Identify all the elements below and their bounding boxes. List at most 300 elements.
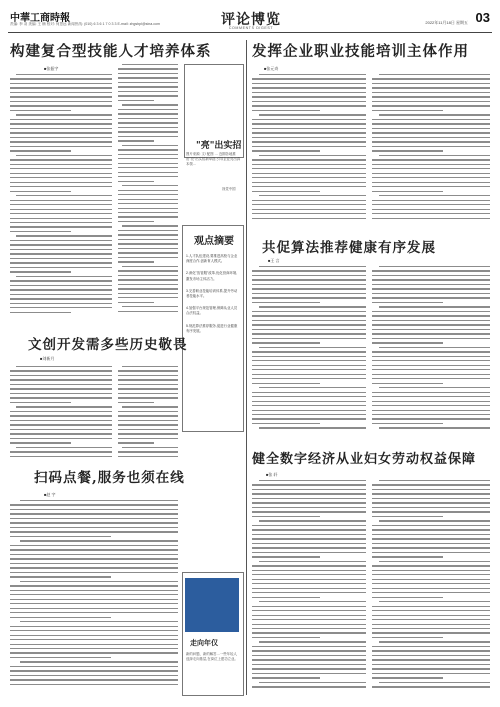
text-line [252,333,366,334]
article-body-skills [10,74,112,319]
text-line [118,302,154,303]
text-line [372,401,490,402]
text-line [259,114,366,115]
text-line [259,387,366,388]
masthead-meta: 责编: 李 羽 美编: 王 楠 校对: 何思远 新闻热线: (010) 6 3 6 1 7 0 3 3 E-mail: zhgsbpl@sina.com [10,22,161,26]
text-line [118,284,178,285]
text-line [10,253,112,254]
page-number: 03 [475,10,490,25]
text-line [118,275,178,276]
text-line [252,369,366,370]
text-line [379,347,490,348]
article-title-delivery: 扫码点餐,服务也须在线 [34,470,185,486]
text-line [118,140,154,141]
article-body-enterprise [252,74,366,226]
text-line [252,288,366,289]
article-body-enterprise-2 [372,74,490,226]
text-line [252,484,366,485]
text-line [252,529,366,530]
text-line [118,424,178,425]
viewpoints-title: 观点摘要 [194,236,234,247]
text-line [118,136,178,137]
text-line [10,433,112,434]
text-line [372,128,490,129]
text-line [118,194,178,195]
viewpoint-item: 5.规范算法推荐服务,促进行业健康有序发展。 [186,323,238,333]
text-line [252,565,366,566]
text-line [10,554,178,555]
text-line [118,199,178,200]
text-line [372,311,490,312]
text-line [379,520,490,521]
text-line [10,563,178,564]
text-line [10,599,178,600]
text-line [259,347,366,348]
text-line [252,405,366,406]
text-line [252,418,366,419]
bottom-card-title: 走向年仅 [190,638,218,647]
text-line [118,131,178,132]
text-line [252,200,366,201]
text-line [10,411,112,412]
text-line [118,261,154,262]
text-line [10,684,178,685]
text-line [10,222,112,223]
text-line [16,276,112,277]
text-line [252,392,366,393]
text-line [10,123,112,124]
text-line [118,203,178,204]
text-line [16,447,112,448]
text-line [118,176,178,177]
text-line [10,590,178,591]
text-line [259,601,366,602]
text-line [372,173,490,174]
text-line [252,204,366,205]
text-line [118,127,178,128]
text-line [372,96,490,97]
text-line [10,594,178,595]
text-line [118,100,154,101]
text-line [118,438,178,439]
text-line [10,101,112,102]
text-line [122,64,178,65]
text-line [372,378,490,379]
text-line [372,78,490,79]
text-line [10,182,112,183]
text-line [372,123,490,124]
text-line [372,574,490,575]
text-line [118,208,178,209]
text-line [252,574,366,575]
bottom-card-text: 新的问题、新的解答…一些年轻人选择走向基层,在岗位上建功立业。 [186,652,238,661]
text-line [252,597,320,598]
text-line [379,195,490,196]
text-line [118,113,178,114]
text-line [118,122,178,123]
text-line [10,603,178,604]
text-line [252,338,366,339]
text-line [20,661,178,662]
text-line [10,92,112,93]
text-line [118,379,178,380]
text-line [372,615,490,616]
text-line [372,659,490,660]
text-line [252,168,366,169]
text-line [372,632,490,633]
text-line [10,204,112,205]
text-line [10,280,112,281]
text-line [118,248,178,249]
text-line [252,414,366,415]
text-line [10,83,112,84]
text-line [118,388,178,389]
text-line [252,275,366,276]
text-line [252,570,366,571]
text-line [252,646,366,647]
text-line [118,68,178,69]
text-line [122,185,178,186]
text-line [252,356,366,357]
text-line [10,78,112,79]
text-line [372,516,443,517]
text-line [118,375,178,376]
text-line [10,119,112,120]
text-line [10,639,178,640]
text-line [372,177,490,178]
text-line [252,146,366,147]
text-line [252,610,366,611]
text-line [118,456,178,457]
text-line [372,141,490,142]
text-line [252,511,366,512]
text-line [252,297,366,298]
text-line [372,218,490,219]
text-line [10,307,112,308]
article-byline-skills: ■张振宇 [44,66,59,71]
text-line [372,365,490,366]
text-line [259,480,366,481]
article-title-law: 共促算法推荐健康有序发展 [262,240,436,256]
text-line [372,204,490,205]
text-line [259,266,366,267]
text-line [259,427,366,428]
text-line [372,342,443,343]
text-line [252,624,366,625]
section-subtitle: COMMENTS DIGEST [228,26,274,30]
text-line [10,429,112,430]
text-line [252,137,366,138]
text-line [10,370,112,371]
text-line [16,114,112,115]
text-line [252,119,366,120]
viewpoints-list [186,254,240,426]
text-line [10,285,112,286]
text-line [372,297,490,298]
text-line [372,637,443,638]
text-line [252,502,366,503]
text-line [372,137,490,138]
text-line [118,167,178,168]
text-line [252,351,366,352]
text-line [372,556,443,557]
article-body-law [252,266,366,436]
text-line [372,383,443,384]
text-line [372,552,490,553]
text-line [379,682,490,683]
text-line [372,270,490,271]
text-line [10,456,112,457]
text-line [372,110,443,111]
text-line [10,442,71,443]
text-line [252,83,366,84]
article-byline-enterprise: ■张元奇 [264,66,279,71]
text-line [252,493,366,494]
text-line [252,191,320,192]
text-line [252,668,366,669]
text-line [10,244,112,245]
text-line [372,302,443,303]
section-title: 评论博览 [221,11,281,27]
article-body-ecom [10,366,112,462]
text-line [372,414,490,415]
text-line [379,561,490,562]
text-line [10,518,178,519]
text-line [252,150,320,151]
text-line [10,209,112,210]
text-line [118,243,178,244]
text-line [10,132,112,133]
text-line [252,538,366,539]
text-line [10,388,112,389]
text-line [252,293,366,294]
text-line [372,83,490,84]
text-line [252,677,320,678]
text-line [10,626,178,627]
text-line [10,177,112,178]
viewpoint-item: 4.加强平台规范管理,保障从业人员合法权益。 [186,306,238,316]
text-line [10,249,112,250]
text-line [252,213,366,214]
article-title-ecom: 文创开发需多些历史敬畏 [28,337,188,353]
text-line [252,552,366,553]
text-line [122,447,178,448]
text-line [10,240,112,241]
text-line [118,288,178,289]
text-line [118,411,178,412]
text-line [252,105,366,106]
text-line [10,675,178,676]
text-line [118,402,154,403]
bottom-card-image [185,578,239,632]
text-line [252,128,366,129]
text-line [16,406,112,407]
text-line [10,271,71,272]
text-line [252,78,366,79]
text-line [372,200,490,201]
masthead [8,8,492,33]
text-line [252,655,366,656]
text-line [118,216,178,217]
article-body-women-2 [372,480,490,692]
text-line [372,87,490,88]
text-line [10,298,112,299]
text-line [252,315,366,316]
text-line [20,621,178,622]
text-line [10,630,178,631]
text-line [10,226,112,227]
text-line [10,96,112,97]
text-line [252,615,366,616]
text-line [10,218,112,219]
text-line [372,646,490,647]
text-line [252,659,366,660]
text-line [252,141,366,142]
text-line [372,279,490,280]
text-line [10,164,112,165]
text-line [10,312,71,313]
text-line [252,498,366,499]
text-line [122,145,178,146]
text-line [252,186,366,187]
text-line [118,451,178,452]
text-line [10,536,111,537]
text-line [372,606,490,607]
text-line [10,549,178,550]
text-line [252,342,320,343]
text-line [118,230,178,231]
text-line [122,266,178,267]
text-line [118,239,178,240]
text-line [252,101,366,102]
text-line [372,360,490,361]
text-line [372,92,490,93]
text-line [372,511,490,512]
text-line [122,104,178,105]
text-line [118,82,178,83]
text-line [10,87,112,88]
text-line [372,329,490,330]
text-line [372,592,490,593]
text-line [118,397,178,398]
text-line [10,159,112,160]
text-line [379,306,490,307]
article-byline-delivery: ■赵 宇 [44,492,56,497]
text-line [252,686,366,687]
text-line [252,489,366,490]
text-line [372,146,490,147]
text-line [118,293,178,294]
text-line [122,306,178,307]
article-body-delivery [10,500,178,692]
text-line [252,284,366,285]
text-line [379,387,490,388]
text-line [10,415,112,416]
text-line [252,329,366,330]
text-line [259,682,366,683]
text-line [16,155,112,156]
text-line [118,86,178,87]
article-title-skills: 构建复合型技能人才培养体系 [10,43,212,60]
text-line [372,668,490,669]
text-line [10,258,112,259]
text-line [10,200,112,201]
text-line [372,498,490,499]
text-line [10,146,112,147]
paper-name: 中華工商時報 [10,13,70,24]
text-line [252,606,366,607]
text-line [372,374,490,375]
text-line [118,257,178,258]
text-line [252,592,366,593]
text-line [252,279,366,280]
text-line [16,74,112,75]
text-line [252,159,366,160]
text-line [10,141,112,142]
text-line [252,507,366,508]
text-line [10,644,178,645]
text-line [118,393,178,394]
text-line [372,396,490,397]
text-line [10,191,71,192]
text-line [372,209,490,210]
text-line [16,366,112,367]
text-line [252,173,366,174]
text-line [118,252,178,253]
article-title-enterprise: 发挥企业职业技能培训主体作用 [252,43,469,60]
text-line [252,360,366,361]
text-line [10,110,71,111]
text-line [379,601,490,602]
text-line [10,294,112,295]
text-line [10,379,112,380]
text-line [10,527,178,528]
text-line [118,384,178,385]
text-line [252,365,366,366]
text-line [252,396,366,397]
text-line [372,583,490,584]
text-line [372,369,490,370]
text-line [10,105,112,106]
text-line [10,173,112,174]
text-line [118,212,178,213]
text-line [10,451,112,452]
text-line [10,670,178,671]
text-line [372,405,490,406]
text-line [372,493,490,494]
text-line [252,209,366,210]
text-line [118,172,178,173]
text-line [252,547,366,548]
text-line [372,284,490,285]
text-line [372,418,490,419]
text-line [10,522,178,523]
text-line [252,110,320,111]
text-line [118,297,178,298]
text-line [379,266,490,267]
text-line [10,128,112,129]
text-line [252,378,366,379]
text-line [372,150,443,151]
text-line [118,433,178,434]
text-line [10,608,178,609]
text-line [372,543,490,544]
text-line [10,648,178,649]
text-line [259,306,366,307]
text-line [10,635,178,636]
text-line [118,429,178,430]
text-line [372,275,490,276]
